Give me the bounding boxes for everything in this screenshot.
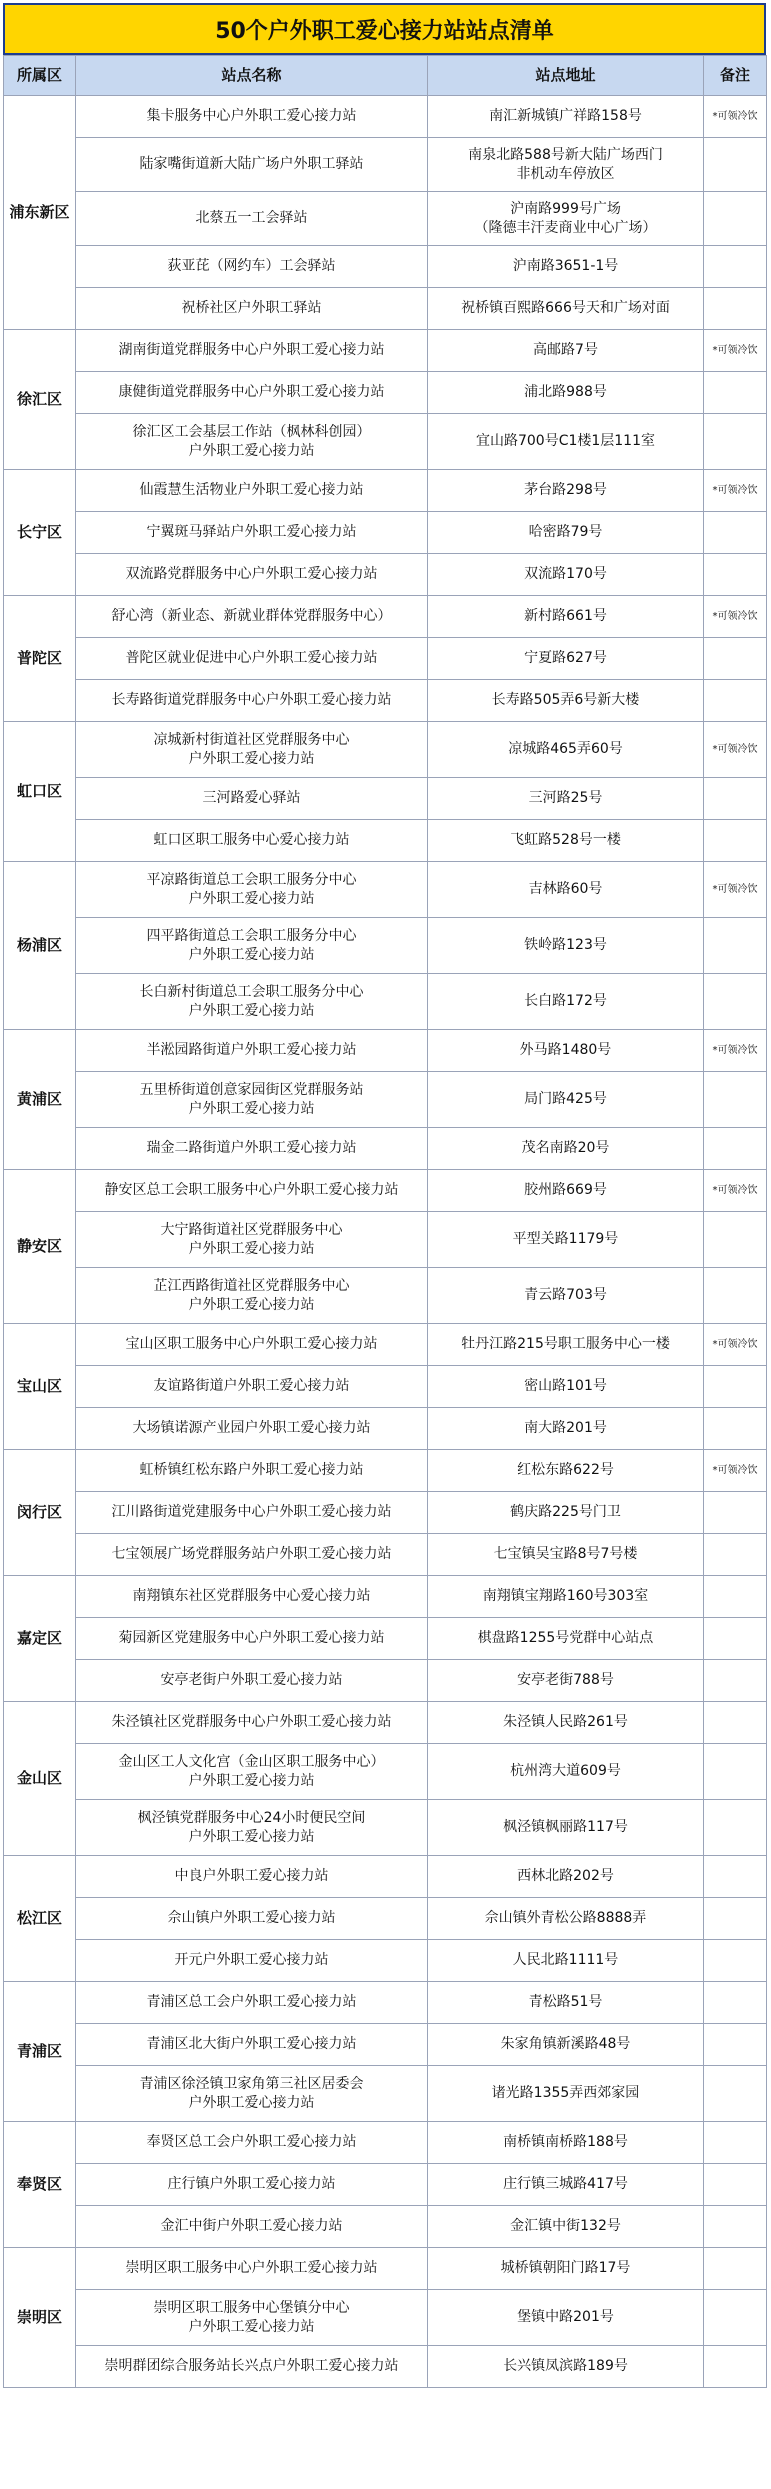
table-row (4, 246, 767, 288)
note-cell: *可领冷饮 (704, 1030, 767, 1072)
station-address-cell: 沪南路3651-1号 (428, 246, 704, 288)
station-address-cell: 长兴镇凤滨路189号 (428, 2346, 704, 2388)
note-cell (704, 246, 767, 288)
station-name-cell: 徐汇区工会基层工作站（枫林科创园） 户外职工爱心接力站 (76, 414, 428, 470)
district-cell: 青浦区 (4, 1982, 76, 2122)
station-address-cell: 安亭老街788号 (428, 1660, 704, 1702)
station-address-cell: 庄行镇三城路417号 (428, 2164, 704, 2206)
note-cell (704, 288, 767, 330)
table-row (4, 974, 767, 1030)
table-row (4, 1618, 767, 1660)
station-name-cell: 庄行镇户外职工爱心接力站 (76, 2164, 428, 2206)
station-address-cell: 胶州路669号 (428, 1170, 704, 1212)
note-cell (704, 414, 767, 470)
note-cell (704, 1268, 767, 1324)
station-address-cell: 朱泾镇人民路261号 (428, 1702, 704, 1744)
station-address-cell: 人民北路1111号 (428, 1940, 704, 1982)
note-cell (704, 2024, 767, 2066)
station-name-cell: 祝桥社区户外职工驿站 (76, 288, 428, 330)
station-name-cell: 朱泾镇社区党群服务中心户外职工爱心接力站 (76, 1702, 428, 1744)
table-row (4, 2346, 767, 2388)
station-address-cell: 诸光路1355弄西郊家园 (428, 2066, 704, 2122)
station-name-cell: 中良户外职工爱心接力站 (76, 1856, 428, 1898)
station-name-cell: 平凉路街道总工会职工服务分中心 户外职工爱心接力站 (76, 862, 428, 918)
station-address-cell: 佘山镇外青松公路8888弄 (428, 1898, 704, 1940)
station-address-cell: 西林北路202号 (428, 1856, 704, 1898)
district-cell: 黄浦区 (4, 1030, 76, 1170)
station-address-cell: 吉林路60号 (428, 862, 704, 918)
note-cell (704, 372, 767, 414)
table-row (4, 512, 767, 554)
note-cell (704, 554, 767, 596)
note-cell (704, 192, 767, 246)
district-cell: 静安区 (4, 1170, 76, 1324)
table-row (4, 2066, 767, 2122)
note-cell (704, 1366, 767, 1408)
station-address-cell: 浦北路988号 (428, 372, 704, 414)
note-cell (704, 1492, 767, 1534)
station-name-cell: 青浦区北大街户外职工爱心接力站 (76, 2024, 428, 2066)
station-name-cell: 北蔡五一工会驿站 (76, 192, 428, 246)
table-row (4, 2122, 767, 2164)
note-cell (704, 638, 767, 680)
district-cell: 浦东新区 (4, 96, 76, 330)
note-cell (704, 1128, 767, 1170)
table-row (4, 2248, 767, 2290)
table-row (4, 2164, 767, 2206)
station-name-cell: 枫泾镇党群服务中心24小时便民空间 户外职工爱心接力站 (76, 1800, 428, 1856)
table-row (4, 862, 767, 918)
note-cell (704, 1660, 767, 1702)
station-name-cell: 虹桥镇红松东路户外职工爱心接力站 (76, 1450, 428, 1492)
table-row (4, 778, 767, 820)
district-cell: 金山区 (4, 1702, 76, 1856)
page-title: 50个户外职工爱心接力站站点清单 (3, 3, 766, 55)
note-cell (704, 918, 767, 974)
table-row (4, 330, 767, 372)
district-cell: 松江区 (4, 1856, 76, 1982)
station-address-cell: 凉城路465弄60号 (428, 722, 704, 778)
station-address-cell: 朱家角镇新溪路48号 (428, 2024, 704, 2066)
station-address-cell: 宜山路700号C1楼1层111室 (428, 414, 704, 470)
station-name-cell: 青浦区徐泾镇卫家角第三社区居委会 户外职工爱心接力站 (76, 2066, 428, 2122)
note-cell (704, 1618, 767, 1660)
station-address-cell: 七宝镇吴宝路8号7号楼 (428, 1534, 704, 1576)
table-row (4, 820, 767, 862)
station-address-cell: 南大路201号 (428, 1408, 704, 1450)
station-name-cell: 湖南街道党群服务中心户外职工爱心接力站 (76, 330, 428, 372)
station-name-cell: 五里桥街道创意家园街区党群服务站 户外职工爱心接力站 (76, 1072, 428, 1128)
table-row (4, 1800, 767, 1856)
table-row (4, 192, 767, 246)
station-name-cell: 大场镇诺源产业园户外职工爱心接力站 (76, 1408, 428, 1450)
district-cell: 普陀区 (4, 596, 76, 722)
table-row (4, 1212, 767, 1268)
table-row (4, 1660, 767, 1702)
station-name-cell: 静安区总工会职工服务中心户外职工爱心接力站 (76, 1170, 428, 1212)
station-name-cell: 安亭老街户外职工爱心接力站 (76, 1660, 428, 1702)
station-address-cell: 青云路703号 (428, 1268, 704, 1324)
note-cell (704, 1702, 767, 1744)
note-cell (704, 1856, 767, 1898)
table-row (4, 1744, 767, 1800)
station-name-cell: 南翔镇东社区党群服务中心爱心接力站 (76, 1576, 428, 1618)
district-cell: 闵行区 (4, 1450, 76, 1576)
table-row (4, 1898, 767, 1940)
table-row (4, 1128, 767, 1170)
station-address-cell: 平型关路1179号 (428, 1212, 704, 1268)
table-row (4, 1450, 767, 1492)
table-row (4, 1072, 767, 1128)
station-name-cell: 荻亚芘（网约车）工会驿站 (76, 246, 428, 288)
table-row (4, 2206, 767, 2248)
note-cell (704, 1898, 767, 1940)
station-name-cell: 青浦区总工会户外职工爱心接力站 (76, 1982, 428, 2024)
station-address-cell: 南汇新城镇广祥路158号 (428, 96, 704, 138)
station-name-cell: 半淞园路街道户外职工爱心接力站 (76, 1030, 428, 1072)
station-name-cell: 四平路街道总工会职工服务分中心 户外职工爱心接力站 (76, 918, 428, 974)
table-row (4, 1324, 767, 1366)
station-name-cell: 佘山镇户外职工爱心接力站 (76, 1898, 428, 1940)
station-address-cell: 祝桥镇百熙路666号天和广场对面 (428, 288, 704, 330)
station-name-cell: 瑞金二路街道户外职工爱心接力站 (76, 1128, 428, 1170)
station-name-cell: 仙霞慧生活物业户外职工爱心接力站 (76, 470, 428, 512)
note-cell (704, 512, 767, 554)
note-cell (704, 1212, 767, 1268)
district-cell: 嘉定区 (4, 1576, 76, 1702)
header-district: 所属区 (4, 56, 76, 96)
station-address-cell: 高邮路7号 (428, 330, 704, 372)
note-cell (704, 2346, 767, 2388)
station-table (3, 55, 767, 2388)
station-name-cell: 普陀区就业促进中心户外职工爱心接力站 (76, 638, 428, 680)
station-address-cell: 哈密路79号 (428, 512, 704, 554)
note-cell (704, 974, 767, 1030)
note-cell: *可领冷饮 (704, 1324, 767, 1366)
station-name-cell: 菊园新区党建服务中心户外职工爱心接力站 (76, 1618, 428, 1660)
note-cell (704, 1940, 767, 1982)
note-cell: *可领冷饮 (704, 96, 767, 138)
note-cell (704, 138, 767, 192)
station-name-cell: 金山区工人文化宫（金山区职工服务中心） 户外职工爱心接力站 (76, 1744, 428, 1800)
station-address-cell: 南泉北路588号新大陆广场西门 非机动车停放区 (428, 138, 704, 192)
station-name-cell: 友谊路街道户外职工爱心接力站 (76, 1366, 428, 1408)
station-name-cell: 康健街道党群服务中心户外职工爱心接力站 (76, 372, 428, 414)
station-name-cell: 奉贤区总工会户外职工爱心接力站 (76, 2122, 428, 2164)
table-row (4, 372, 767, 414)
table-row (4, 1170, 767, 1212)
district-cell: 虹口区 (4, 722, 76, 862)
note-cell (704, 2290, 767, 2346)
station-address-cell: 枫泾镇枫丽路117号 (428, 1800, 704, 1856)
note-cell: *可领冷饮 (704, 862, 767, 918)
note-cell (704, 2248, 767, 2290)
note-cell (704, 2122, 767, 2164)
station-address-cell: 青松路51号 (428, 1982, 704, 2024)
district-cell: 崇明区 (4, 2248, 76, 2388)
station-address-cell: 金汇镇中街132号 (428, 2206, 704, 2248)
station-address-cell: 长白路172号 (428, 974, 704, 1030)
station-list-sheet (3, 3, 766, 2388)
station-name-cell: 舒心湾（新业态、新就业群体党群服务中心） (76, 596, 428, 638)
station-address-cell: 宁夏路627号 (428, 638, 704, 680)
note-cell (704, 1744, 767, 1800)
table-row (4, 680, 767, 722)
table-row (4, 1702, 767, 1744)
table-row (4, 1268, 767, 1324)
note-cell (704, 1408, 767, 1450)
station-address-cell: 城桥镇朝阳门路17号 (428, 2248, 704, 2290)
station-name-cell: 陆家嘴街道新大陆广场户外职工驿站 (76, 138, 428, 192)
table-row (4, 1940, 767, 1982)
note-cell: *可领冷饮 (704, 330, 767, 372)
note-cell (704, 2164, 767, 2206)
table-row (4, 470, 767, 512)
note-cell: *可领冷饮 (704, 722, 767, 778)
station-address-cell: 茅台路298号 (428, 470, 704, 512)
station-address-cell: 密山路101号 (428, 1366, 704, 1408)
station-address-cell: 沪南路999号广场 （隆德丰汗麦商业中心广场） (428, 192, 704, 246)
station-name-cell: 凉城新村街道社区党群服务中心 户外职工爱心接力站 (76, 722, 428, 778)
note-cell (704, 2066, 767, 2122)
header-row (4, 56, 767, 96)
station-name-cell: 崇明群团综合服务站长兴点户外职工爱心接力站 (76, 2346, 428, 2388)
station-name-cell: 芷江西路街道社区党群服务中心 户外职工爱心接力站 (76, 1268, 428, 1324)
station-name-cell: 宝山区职工服务中心户外职工爱心接力站 (76, 1324, 428, 1366)
note-cell: *可领冷饮 (704, 596, 767, 638)
header-station-address: 站点地址 (428, 56, 704, 96)
station-name-cell: 长寿路街道党群服务中心户外职工爱心接力站 (76, 680, 428, 722)
station-name-cell: 宁翼斑马驿站户外职工爱心接力站 (76, 512, 428, 554)
table-row (4, 638, 767, 680)
station-name-cell: 虹口区职工服务中心爱心接力站 (76, 820, 428, 862)
table-row (4, 96, 767, 138)
station-name-cell: 崇明区职工服务中心堡镇分中心 户外职工爱心接力站 (76, 2290, 428, 2346)
district-cell: 长宁区 (4, 470, 76, 596)
station-name-cell: 七宝领展广场党群服务站户外职工爱心接力站 (76, 1534, 428, 1576)
station-address-cell: 铁岭路123号 (428, 918, 704, 974)
district-cell: 宝山区 (4, 1324, 76, 1450)
table-row (4, 1534, 767, 1576)
table-row (4, 414, 767, 470)
table-row (4, 2024, 767, 2066)
station-address-cell: 南桥镇南桥路188号 (428, 2122, 704, 2164)
station-table-body (4, 96, 767, 2388)
note-cell (704, 1982, 767, 2024)
table-row (4, 554, 767, 596)
note-cell (704, 820, 767, 862)
station-address-cell: 长寿路505弄6号新大楼 (428, 680, 704, 722)
station-address-cell: 局门路425号 (428, 1072, 704, 1128)
table-row (4, 1030, 767, 1072)
note-cell: *可领冷饮 (704, 1450, 767, 1492)
station-name-cell: 大宁路街道社区党群服务中心 户外职工爱心接力站 (76, 1212, 428, 1268)
station-address-cell: 牡丹江路215号职工服务中心一楼 (428, 1324, 704, 1366)
station-address-cell: 双流路170号 (428, 554, 704, 596)
station-name-cell: 三河路爱心驿站 (76, 778, 428, 820)
station-name-cell: 江川路街道党建服务中心户外职工爱心接力站 (76, 1492, 428, 1534)
station-name-cell: 双流路党群服务中心户外职工爱心接力站 (76, 554, 428, 596)
note-cell (704, 1072, 767, 1128)
table-row (4, 1366, 767, 1408)
table-row (4, 1576, 767, 1618)
station-name-cell: 金汇中街户外职工爱心接力站 (76, 2206, 428, 2248)
station-address-cell: 三河路25号 (428, 778, 704, 820)
note-cell (704, 1576, 767, 1618)
station-address-cell: 杭州湾大道609号 (428, 1744, 704, 1800)
note-cell (704, 680, 767, 722)
table-row (4, 918, 767, 974)
note-cell (704, 2206, 767, 2248)
table-row (4, 1982, 767, 2024)
table-row (4, 1408, 767, 1450)
station-address-cell: 新村路661号 (428, 596, 704, 638)
note-cell (704, 1800, 767, 1856)
header-station-name: 站点名称 (76, 56, 428, 96)
district-cell: 徐汇区 (4, 330, 76, 470)
district-cell: 杨浦区 (4, 862, 76, 1030)
table-row (4, 1492, 767, 1534)
station-address-cell: 南翔镇宝翔路160号303室 (428, 1576, 704, 1618)
station-address-cell: 外马路1480号 (428, 1030, 704, 1072)
table-row (4, 1856, 767, 1898)
header-note: 备注 (704, 56, 767, 96)
station-address-cell: 棋盘路1255号党群中心站点 (428, 1618, 704, 1660)
station-name-cell: 开元户外职工爱心接力站 (76, 1940, 428, 1982)
station-address-cell: 飞虹路528号一楼 (428, 820, 704, 862)
note-cell (704, 778, 767, 820)
note-cell: *可领冷饮 (704, 1170, 767, 1212)
station-address-cell: 茂名南路20号 (428, 1128, 704, 1170)
note-cell (704, 1534, 767, 1576)
station-name-cell: 崇明区职工服务中心户外职工爱心接力站 (76, 2248, 428, 2290)
table-row (4, 722, 767, 778)
station-address-cell: 鹤庆路225号门卫 (428, 1492, 704, 1534)
note-cell: *可领冷饮 (704, 470, 767, 512)
station-address-cell: 红松东路622号 (428, 1450, 704, 1492)
table-row (4, 288, 767, 330)
district-cell: 奉贤区 (4, 2122, 76, 2248)
table-row (4, 2290, 767, 2346)
table-row (4, 596, 767, 638)
station-name-cell: 集卡服务中心户外职工爱心接力站 (76, 96, 428, 138)
table-row (4, 138, 767, 192)
station-name-cell: 长白新村街道总工会职工服务分中心 户外职工爱心接力站 (76, 974, 428, 1030)
station-address-cell: 堡镇中路201号 (428, 2290, 704, 2346)
